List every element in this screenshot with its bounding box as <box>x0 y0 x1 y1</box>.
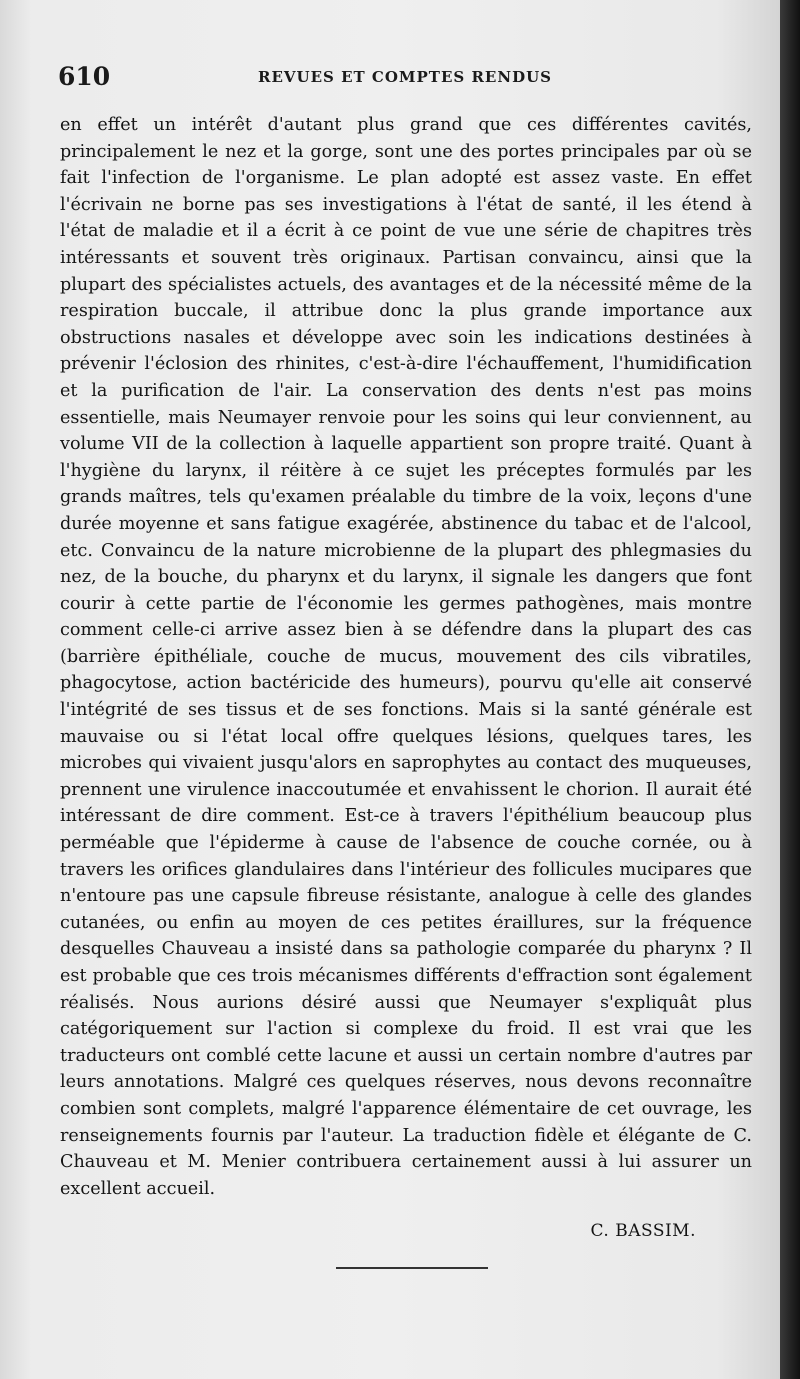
author-signature: C. BASSIM. <box>590 1221 696 1241</box>
scan-edge <box>780 0 800 1379</box>
page-number: 610 <box>58 62 111 91</box>
running-head: REVUES ET COMPTES RENDUS <box>258 68 552 86</box>
page-header <box>58 58 758 94</box>
closing-rule <box>336 1267 488 1269</box>
review-paragraph: en effet un intérêt d'autant plus grand que ces différentes cavités, principalement le nez et la gorge, sont une des portes principales par où se fait l'infection de l'organisme. Le plan adopté est assez vaste. En effet l'écrivain ne borne pas ses investigations à l'état de santé, il les étend à l'état de maladie et il a écrit à ce point de vue une série de chapitres très intéressants et souvent très originaux. Partisan convaincu, ainsi que la plupart des spécialistes actuels, des avantages et de la nécessité même de la respiration buccale, il attribue donc la plus grande importance aux obstructions nasales et développe avec soin les indications destinées à prévenir l'éclosion des rhinites, c'est-à-dire l'échauffement, l'humidification et la purification de l'air. La conservation des dents n'est pas moins essentielle, mais Neumayer renvoie pour les soins qui leur conviennent, au volume VII de la collection à laquelle appartient son propre traité. Quant à l'hygiène du larynx, il réitère à ce sujet les préceptes formulés par les grands maîtres, tels qu'examen préalable du timbre de la voix, leçons d'une durée moyenne et sans fatigue exagérée, abstinence du tabac et de l'alcool, etc. Convaincu de la nature microbienne de la plupart des phlegmasies du nez, de la bouche, du pharynx et du larynx, il signale les dangers que font courir à cette partie de l'économie les germes pathogènes, mais montre comment celle-ci arrive assez bien à se défendre dans la plupart des cas (barrière épithéliale, couche de mucus, mouvement des cils vibratiles, phagocytose, action bactéricide des humeurs), pourvu qu'elle ait conservé l'intégrité de ses tissus et de ses fonctions. Mais si la santé générale est mauvaise ou si l'état local offre quelques lésions, quelques tares, les microbes qui vivaient jusqu'alors en saprophytes au contact des muqueuses, prennent une virulence inaccoutumée et envahissent le chorion. Il aurait été intéressant de dire comment. Est-ce à travers l'épithélium beaucoup plus perméable que l'épiderme à cause de l'absence de couche cornée, ou à travers les orifices glandulaires dans l'intérieur des follicules mucipares que n'entoure pas une capsule fibreuse résistante, analogue à celle des glandes cutanées, ou enfin au moyen de ces petites éraillures, sur la fréquence desquelles Chauveau a insisté dans sa pathologie comparée du pharynx ? Il est probable que ces trois mécanismes différents d'effraction sont également réalisés. Nous aurions désiré aussi que Neumayer s'expliquât plus catégoriquement sur l'action si complexe du froid. Il est vrai que les traducteurs ont comblé cette lacune et aussi un certain nombre d'autres par leurs annotations. Malgré ces quelques réserves, nous devons reconnaître combien sont complets, malgré l'apparence élémentaire de cet ouvrage, les renseignements fournis par l'auteur. La traduction fidèle et élégante de C. Chauveau et M. Menier contribuera certainement aussi à lui assurer un excellent accueil. <box>60 115 752 1199</box>
